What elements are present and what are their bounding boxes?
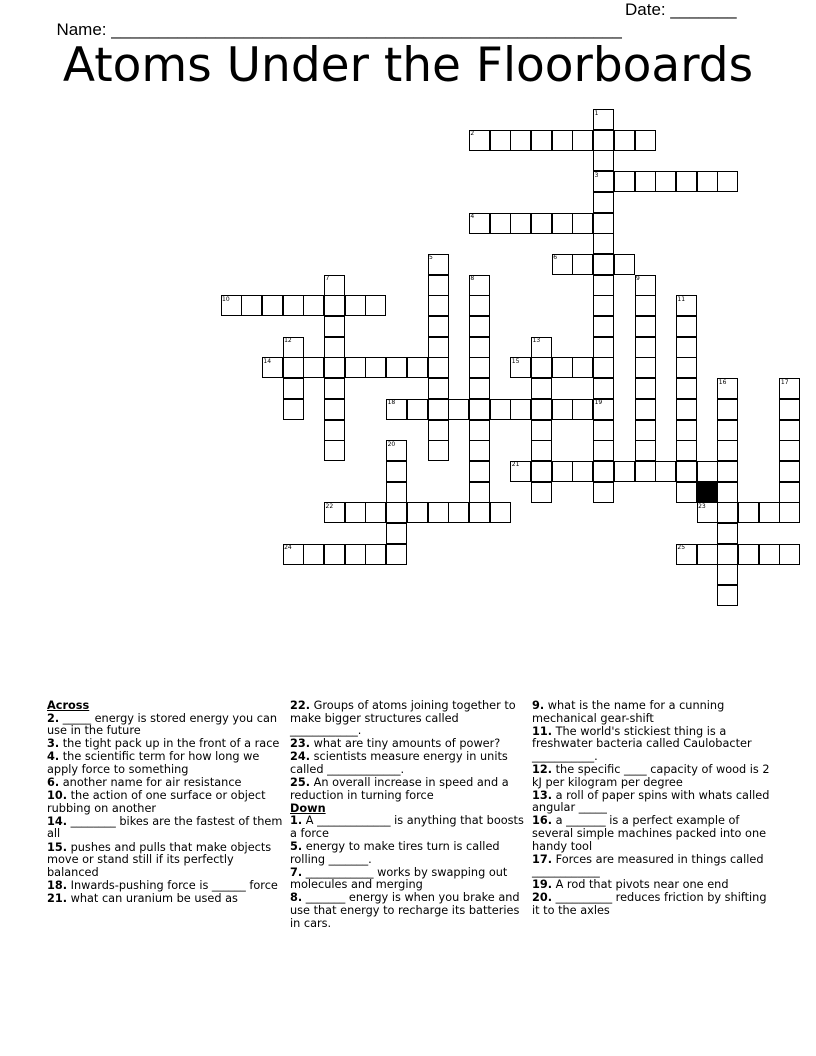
clue-number: 3. xyxy=(47,737,60,751)
grid-cell[interactable] xyxy=(717,171,738,192)
grid-cell[interactable] xyxy=(407,357,428,378)
grid-cell[interactable] xyxy=(676,337,697,358)
across-clue xyxy=(47,790,287,815)
clue-number: 16. xyxy=(532,814,553,828)
grid-cell[interactable] xyxy=(324,440,345,461)
grid-cell[interactable] xyxy=(428,420,449,441)
grid-cell[interactable] xyxy=(593,150,614,171)
clue-number: 5. xyxy=(290,840,303,854)
grid-cell[interactable] xyxy=(324,544,345,565)
grid-cell[interactable] xyxy=(697,171,718,192)
grid-cell[interactable] xyxy=(324,337,345,358)
black-square xyxy=(697,482,718,503)
grid-cell[interactable] xyxy=(593,337,614,358)
across-heading: Across xyxy=(47,699,90,712)
grid-cell[interactable] xyxy=(241,295,262,316)
clue-text: the specific ____ capacity of wood is 2 kJ per kilogram per degree xyxy=(532,762,770,789)
grid-cell[interactable] xyxy=(552,399,573,420)
clue-text: what can uranium be used as xyxy=(67,891,238,905)
grid-cell[interactable] xyxy=(531,440,552,461)
clue-text: __________ reduces friction by shifting it to the axles xyxy=(532,891,767,917)
clue-number: 2 xyxy=(470,130,475,138)
grid-cell[interactable] xyxy=(593,378,614,399)
clue-text: scientists measure energy in units called _____________. xyxy=(290,750,508,776)
clue-number: 2. xyxy=(47,711,60,725)
clue-number: 15 xyxy=(511,357,520,365)
grid-cell[interactable] xyxy=(407,502,428,523)
grid-cell[interactable] xyxy=(593,295,614,316)
grid-cell[interactable] xyxy=(614,130,635,151)
across-clue xyxy=(47,816,287,841)
clue-number: 24. xyxy=(290,750,311,764)
clue-text: Forces are measured in things called ____________ xyxy=(532,852,764,879)
across-clue xyxy=(290,700,530,738)
clue-number: 25 xyxy=(677,544,686,552)
clue-number: 14. xyxy=(47,814,68,828)
clue-text: ____________ works by swapping out molecules and merging xyxy=(290,865,508,892)
clue-text: pushes and pulls that make objects move or stand still if its perfectly balanced xyxy=(47,840,272,879)
across-clue xyxy=(290,738,530,751)
grid-cell[interactable] xyxy=(779,544,800,565)
grid-cell[interactable] xyxy=(635,316,656,337)
clue-text: what are tiny amounts of power? xyxy=(310,737,501,751)
clues-column-1 xyxy=(47,700,287,906)
grid-cell[interactable] xyxy=(593,254,614,275)
grid-cell[interactable] xyxy=(407,399,428,420)
down-clue xyxy=(290,841,530,866)
down-clue xyxy=(532,764,772,789)
grid-cell[interactable] xyxy=(490,399,511,420)
grid-cell[interactable] xyxy=(779,461,800,482)
clue-number: 19. xyxy=(532,878,553,892)
grid-cell[interactable] xyxy=(448,399,469,420)
grid-cell[interactable] xyxy=(655,461,676,482)
grid-cell[interactable] xyxy=(469,502,490,523)
grid-cell[interactable] xyxy=(324,420,345,441)
grid-cell[interactable] xyxy=(283,357,304,378)
grid-cell[interactable] xyxy=(593,275,614,296)
grid-cell[interactable] xyxy=(593,213,614,234)
grid-cell[interactable] xyxy=(572,461,593,482)
clue-number: 18 xyxy=(387,399,396,407)
down-heading: Down xyxy=(290,801,326,815)
clue-number: 1. xyxy=(290,814,303,828)
grid-cell[interactable] xyxy=(717,502,738,523)
grid-cell[interactable] xyxy=(635,130,656,151)
grid-cell[interactable] xyxy=(531,482,552,503)
grid-cell[interactable] xyxy=(572,213,593,234)
grid-cell[interactable] xyxy=(386,523,407,544)
grid-cell[interactable] xyxy=(365,295,386,316)
grid-cell[interactable] xyxy=(469,482,490,503)
grid-cell[interactable] xyxy=(697,461,718,482)
clue-text: _____ energy is stored energy you can use in the future xyxy=(47,711,278,738)
grid-cell[interactable] xyxy=(428,275,449,296)
grid-cell[interactable] xyxy=(593,482,614,503)
grid-cell[interactable] xyxy=(614,254,635,275)
grid-cell[interactable] xyxy=(303,295,324,316)
grid-cell[interactable] xyxy=(552,213,573,234)
grid-cell[interactable] xyxy=(428,378,449,399)
grid-cell[interactable] xyxy=(531,461,552,482)
across-clue xyxy=(47,713,287,738)
clue-number: 6. xyxy=(47,776,60,790)
grid-cell[interactable] xyxy=(531,399,552,420)
grid-cell[interactable] xyxy=(428,337,449,358)
grid-cell[interactable] xyxy=(779,502,800,523)
grid-cell[interactable] xyxy=(717,440,738,461)
grid-cell[interactable] xyxy=(490,213,511,234)
grid-cell[interactable] xyxy=(386,357,407,378)
grid-cell[interactable] xyxy=(717,420,738,441)
clue-number: 22. xyxy=(290,699,311,712)
grid-cell[interactable] xyxy=(676,461,697,482)
grid-cell[interactable] xyxy=(345,295,366,316)
clue-number: 23. xyxy=(290,737,311,751)
clues-column-2 xyxy=(290,700,530,931)
grid-cell[interactable] xyxy=(635,337,656,358)
grid-cell[interactable] xyxy=(428,440,449,461)
across-clue xyxy=(47,777,287,790)
clue-text: A _____________ is anything that boosts a force xyxy=(290,814,524,840)
clue-number: 3 xyxy=(594,171,599,179)
grid-cell[interactable] xyxy=(303,357,324,378)
grid-cell[interactable] xyxy=(428,502,449,523)
grid-cell[interactable] xyxy=(428,357,449,378)
grid-cell[interactable] xyxy=(283,399,304,420)
grid-cell[interactable] xyxy=(469,461,490,482)
clue-number: 11. xyxy=(532,724,553,738)
grid-cell[interactable] xyxy=(593,357,614,378)
clue-number: 17. xyxy=(532,852,553,866)
grid-cell[interactable] xyxy=(428,399,449,420)
clue-text: _______ energy is when you brake and use that energy to recharge its batteries in cars. xyxy=(290,891,520,930)
grid-cell[interactable] xyxy=(676,440,697,461)
clue-number: 12 xyxy=(284,337,292,345)
clue-number: 18. xyxy=(47,878,68,892)
grid-cell[interactable] xyxy=(324,399,345,420)
grid-cell[interactable] xyxy=(469,399,490,420)
grid-cell[interactable] xyxy=(635,171,656,192)
grid-cell[interactable] xyxy=(593,461,614,482)
grid-cell[interactable] xyxy=(593,316,614,337)
grid-cell[interactable] xyxy=(428,316,449,337)
grid-cell[interactable] xyxy=(635,440,656,461)
grid-cell[interactable] xyxy=(469,357,490,378)
grid-cell[interactable] xyxy=(717,564,738,585)
grid-cell[interactable] xyxy=(717,399,738,420)
grid-cell[interactable] xyxy=(490,502,511,523)
clue-number: 19 xyxy=(594,399,603,407)
clue-number: 15. xyxy=(47,840,68,854)
grid-cell[interactable] xyxy=(324,378,345,399)
grid-cell[interactable] xyxy=(469,316,490,337)
grid-cell[interactable] xyxy=(552,357,573,378)
grid-cell[interactable] xyxy=(490,130,511,151)
grid-cell[interactable] xyxy=(593,420,614,441)
grid-cell[interactable] xyxy=(697,544,718,565)
clue-number: 20 xyxy=(387,440,396,448)
grid-cell[interactable] xyxy=(572,130,593,151)
clue-number: 6 xyxy=(553,254,558,262)
grid-cell[interactable] xyxy=(386,482,407,503)
grid-cell[interactable] xyxy=(345,544,366,565)
grid-cell[interactable] xyxy=(717,544,738,565)
grid-cell[interactable] xyxy=(365,544,386,565)
grid-cell[interactable] xyxy=(572,399,593,420)
grid-cell[interactable] xyxy=(676,378,697,399)
clue-number: 4. xyxy=(47,750,60,764)
clue-number: 13 xyxy=(532,337,541,345)
page-title: Atoms Under the Floorboards xyxy=(62,38,754,93)
grid-cell[interactable] xyxy=(345,357,366,378)
grid-cell[interactable] xyxy=(531,357,552,378)
clue-text: the scientific term for how long we apply force to something xyxy=(47,750,260,776)
clue-number: 24 xyxy=(284,544,292,552)
grid-cell[interactable] xyxy=(283,295,304,316)
clue-number: 4 xyxy=(470,213,475,220)
across-clue xyxy=(47,842,287,880)
down-clue xyxy=(532,700,772,725)
clue-number: 10 xyxy=(222,295,230,303)
grid-cell[interactable] xyxy=(593,192,614,213)
grid-cell[interactable] xyxy=(469,420,490,441)
clue-number: 5 xyxy=(429,254,433,262)
grid-cell[interactable] xyxy=(469,337,490,358)
grid-cell[interactable] xyxy=(552,461,573,482)
clue-text: what is the name for a cunning mechanical gear-shift xyxy=(532,699,725,725)
grid-cell[interactable] xyxy=(635,461,656,482)
clue-number: 8. xyxy=(290,891,303,905)
down-clue xyxy=(290,867,530,892)
clue-text: Inwards-pushing force is ______ force xyxy=(67,878,278,892)
grid-cell[interactable] xyxy=(717,585,738,606)
clue-number: 22 xyxy=(325,502,334,510)
grid-cell[interactable] xyxy=(759,544,780,565)
grid-cell[interactable] xyxy=(324,357,345,378)
grid-cell[interactable] xyxy=(262,295,283,316)
clue-number: 8 xyxy=(470,275,475,283)
grid-cell[interactable] xyxy=(365,502,386,523)
clue-number: 1 xyxy=(594,109,599,117)
grid-cell[interactable] xyxy=(510,399,531,420)
grid-cell[interactable] xyxy=(676,171,697,192)
grid-cell[interactable] xyxy=(717,482,738,503)
grid-cell[interactable] xyxy=(676,316,697,337)
clue-number: 11 xyxy=(677,295,686,303)
across-clue xyxy=(47,738,287,751)
down-clue xyxy=(532,790,772,815)
down-clue xyxy=(290,892,530,930)
grid-cell[interactable] xyxy=(324,316,345,337)
grid-cell[interactable] xyxy=(510,213,531,234)
grid-cell[interactable] xyxy=(531,378,552,399)
grid-cell[interactable] xyxy=(531,130,552,151)
clue-text: energy to make tires turn is called rolling _______. xyxy=(290,840,500,866)
grid-cell[interactable] xyxy=(779,482,800,503)
clue-number: 16 xyxy=(718,378,727,386)
grid-cell[interactable] xyxy=(510,130,531,151)
grid-cell[interactable] xyxy=(635,378,656,399)
grid-cell[interactable] xyxy=(779,420,800,441)
clue-text: a _______ is a perfect example of several simple machines packed into one handy tool xyxy=(532,814,767,853)
across-clue xyxy=(47,880,287,893)
clue-number: 25. xyxy=(290,776,311,790)
grid-cell[interactable] xyxy=(303,544,324,565)
grid-cell[interactable] xyxy=(469,440,490,461)
down-clue xyxy=(532,892,772,917)
grid-cell[interactable] xyxy=(717,523,738,544)
grid-cell[interactable] xyxy=(386,544,407,565)
clue-text: the action of one surface or object rubbing on another xyxy=(47,789,266,815)
grid-cell[interactable] xyxy=(635,357,656,378)
name-field[interactable]: Name: ______________________________________________________ xyxy=(56,20,622,39)
clue-text: another name for air resistance xyxy=(59,776,242,790)
clue-number: 21 xyxy=(511,461,520,469)
grid-cell[interactable] xyxy=(345,502,366,523)
across-clue xyxy=(290,751,530,776)
grid-cell[interactable] xyxy=(779,440,800,461)
clue-number: 21. xyxy=(47,891,68,905)
down-clue xyxy=(532,815,772,853)
grid-cell[interactable] xyxy=(635,295,656,316)
grid-cell[interactable] xyxy=(635,399,656,420)
down-clue xyxy=(532,879,772,892)
clue-number: 12. xyxy=(532,762,553,776)
clues-column-3 xyxy=(532,700,772,918)
grid-cell[interactable] xyxy=(635,420,656,441)
grid-cell[interactable] xyxy=(572,357,593,378)
grid-cell[interactable] xyxy=(676,482,697,503)
clue-text: The world's stickiest thing is a freshwater bacteria called Caulobacter ___________. xyxy=(532,724,752,763)
grid-cell[interactable] xyxy=(448,502,469,523)
grid-cell[interactable] xyxy=(428,295,449,316)
across-clue xyxy=(47,893,287,906)
grid-cell[interactable] xyxy=(614,171,635,192)
grid-cell[interactable] xyxy=(365,357,386,378)
down-clue xyxy=(290,815,530,840)
grid-cell[interactable] xyxy=(676,420,697,441)
clue-number: 20. xyxy=(532,891,553,905)
clue-text: a roll of paper spins with whats called angular _____ xyxy=(532,788,770,815)
grid-cell[interactable] xyxy=(676,357,697,378)
clue-number: 7. xyxy=(290,865,303,879)
grid-cell[interactable] xyxy=(572,254,593,275)
clue-number: 9 xyxy=(636,275,640,283)
down-clue xyxy=(532,726,772,764)
grid-cell[interactable] xyxy=(614,461,635,482)
grid-cell[interactable] xyxy=(552,130,573,151)
clue-number: 7 xyxy=(325,275,330,283)
grid-cell[interactable] xyxy=(469,378,490,399)
grid-cell[interactable] xyxy=(738,544,759,565)
date-field[interactable]: Date: _______ xyxy=(625,0,737,19)
down-clue xyxy=(532,854,772,879)
grid-cell[interactable] xyxy=(655,171,676,192)
clue-text: An overall increase in speed and a reduction in turning force xyxy=(290,776,509,802)
clue-number: 13. xyxy=(532,788,553,802)
clue-text: ________ bikes are the fastest of them all xyxy=(47,814,283,841)
grid-cell[interactable] xyxy=(469,295,490,316)
grid-cell[interactable] xyxy=(593,440,614,461)
clue-number: 10. xyxy=(47,789,68,803)
grid-cell[interactable] xyxy=(386,461,407,482)
grid-cell[interactable] xyxy=(593,233,614,254)
across-clue xyxy=(290,777,530,802)
grid-cell[interactable] xyxy=(717,461,738,482)
grid-cell[interactable] xyxy=(759,502,780,523)
clue-text: the tight pack up in the front of a race xyxy=(59,737,280,751)
clue-number: 17 xyxy=(780,378,789,386)
clue-number: 14 xyxy=(263,357,272,365)
grid-cell[interactable] xyxy=(779,399,800,420)
clue-text: A rod that pivots near one end xyxy=(552,878,729,892)
clue-number: 23 xyxy=(698,502,706,510)
grid-cell[interactable] xyxy=(593,130,614,151)
grid-cell[interactable] xyxy=(283,378,304,399)
grid-cell[interactable] xyxy=(531,420,552,441)
across-clue xyxy=(47,751,287,776)
clue-number: 9. xyxy=(532,699,545,712)
grid-cell[interactable] xyxy=(738,502,759,523)
grid-cell[interactable] xyxy=(324,295,345,316)
grid-cell[interactable] xyxy=(386,502,407,523)
clue-text: Groups of atoms joining together to make bigger structures called ____________. xyxy=(290,699,516,738)
grid-cell[interactable] xyxy=(676,399,697,420)
grid-cell[interactable] xyxy=(531,213,552,234)
